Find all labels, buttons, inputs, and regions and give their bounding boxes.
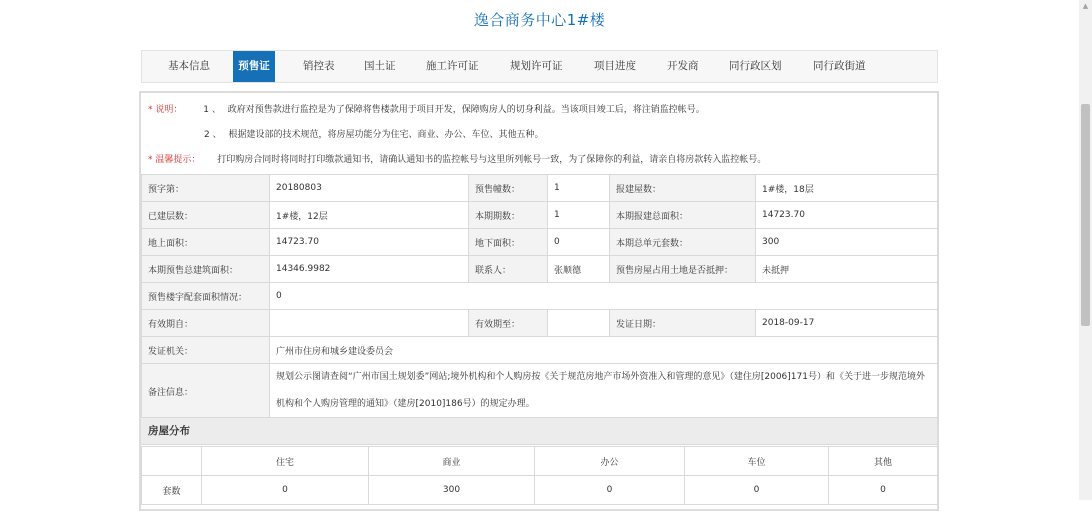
note-number-2: 2 、 (204, 130, 222, 140)
table-row (142, 310, 938, 337)
land-mortgage-label: 预售房屋占用土地是否抵押： (610, 256, 756, 283)
ancillary-area-value: 0 (270, 283, 938, 310)
tab-land-certificate[interactable]: 国土证 (364, 60, 396, 72)
note-text-1: 政府对预售款进行监控是为了保障将售楼款用于项目开发，保障购房人的切身利益。当该项目竣工后，将注销监控帐号。 (227, 105, 705, 115)
table-row (142, 256, 938, 283)
column-header: 住宅 (202, 447, 369, 476)
ancillary-area-label: 预售楼宇配套面积情况： (142, 283, 270, 310)
above-ground-area-label: 地上面积： (142, 229, 270, 256)
tab-same-street[interactable]: 同行政街道 (813, 60, 866, 72)
valid-from-value (270, 310, 469, 337)
presale-buildings-value: 1 (548, 175, 610, 202)
table-row (142, 175, 938, 202)
table-row (142, 364, 938, 419)
presale-no-label: 预字第： (142, 175, 270, 202)
tab-same-district[interactable]: 同行政区划 (729, 60, 782, 72)
tab-basic-info[interactable]: 基本信息 (168, 60, 210, 72)
reported-floors-value: 1#楼，18层 (756, 175, 938, 202)
table-header-row (142, 447, 938, 476)
contact-value: 张顺德 (548, 256, 610, 283)
phase-total-area-label: 本期报建总面积： (610, 202, 756, 229)
built-floors-label: 已建层数： (142, 202, 270, 229)
valid-to-label: 有效期至： (469, 310, 548, 337)
remarks-label: 备注信息： (142, 364, 270, 419)
issue-date-label: 发证日期： (610, 310, 756, 337)
underground-area-value: 0 (548, 229, 610, 256)
tip-text: 打印购房合同时将同时打印缴款通知书，请确认通知书的监控帐号与这里所列帐号一致，为了保障你的利益，请亲自将房款转入监控帐号。 (217, 155, 767, 165)
note-line-2 (148, 124, 543, 146)
built-floors-value: 1#楼，12层 (270, 202, 469, 229)
table-cell: 0 (202, 476, 369, 505)
table-cell: 0 (829, 476, 938, 505)
tab-construction-permit[interactable]: 施工许可证 (426, 60, 479, 72)
vertical-scrollbar[interactable] (1079, 0, 1092, 500)
column-header: 商业 (369, 447, 535, 476)
housing-distribution-title: 房屋分布 (141, 417, 937, 445)
table-cell: 0 (685, 476, 829, 505)
tab-planning-permit[interactable]: 规划许可证 (510, 60, 563, 72)
land-mortgage-value: 未抵押 (756, 256, 938, 283)
presale-no-value: 20180803 (270, 175, 469, 202)
presale-gross-area-label: 本期预售总建筑面积： (142, 256, 270, 283)
authority-value: 广州市住房和城乡建设委员会 (270, 337, 938, 364)
presale-gross-area-value: 14346.9982 (270, 256, 469, 283)
tab-bar (141, 50, 938, 83)
tip-label: * 温馨提示： (148, 155, 201, 165)
column-header: 其他 (829, 447, 938, 476)
scrollbar-thumb[interactable] (1081, 104, 1090, 326)
table-cell: 0 (535, 476, 685, 505)
valid-to-value (548, 310, 610, 337)
issue-date-value: 2018-09-17 (756, 310, 938, 337)
tab-sales-control[interactable]: 销控表 (303, 60, 335, 72)
reported-floors-label: 报建屋数： (610, 175, 756, 202)
presale-permit-panel (139, 91, 939, 511)
above-ground-area-value: 14723.70 (270, 229, 469, 256)
housing-distribution-table (141, 446, 938, 505)
valid-from-label: 有效期自： (142, 310, 270, 337)
table-row (142, 476, 938, 505)
phase-total-area-value: 14723.70 (756, 202, 938, 229)
note-line-1 (148, 99, 705, 121)
column-header (142, 447, 202, 476)
explain-label: * 说明： (148, 105, 183, 115)
table-row (142, 337, 938, 364)
contact-label: 联系人： (469, 256, 548, 283)
tab-presale-permit[interactable]: 预售证 (233, 51, 275, 82)
column-header: 办公 (535, 447, 685, 476)
tab-project-progress[interactable]: 项目进度 (594, 60, 636, 72)
underground-area-label: 地下面积： (469, 229, 548, 256)
scroll-up-arrow-icon[interactable]: ▲ (1082, 2, 1089, 10)
phase-value: 1 (548, 202, 610, 229)
presale-buildings-label: 预售幢数： (469, 175, 548, 202)
table-row (142, 229, 938, 256)
table-cell: 套数 (142, 476, 202, 505)
phase-label: 本期期数： (469, 202, 548, 229)
page-title: 逸合商务中心1#楼 (473, 11, 606, 29)
note-line-tip (148, 149, 766, 171)
remarks-value: 规划公示图请查阅“广州市国土规划委”网站;境外机构和个人购房按《关于规范房地产市场外资准入和管理的意见》（建住房[2006]171号）和《关于进一步规范境外机构和个人购房管理的通知》（建房[2010]186号）的规定办理。 (270, 364, 938, 419)
table-row (142, 202, 938, 229)
table-cell: 300 (369, 476, 535, 505)
phase-units-label: 本期总单元套数： (610, 229, 756, 256)
note-number-1: 1 、 (203, 105, 221, 115)
table-row (142, 283, 938, 310)
tab-developer[interactable]: 开发商 (667, 60, 699, 72)
column-header: 车位 (685, 447, 829, 476)
permit-info-table (141, 174, 938, 419)
phase-units-value: 300 (756, 229, 938, 256)
authority-label: 发证机关： (142, 337, 270, 364)
note-text-2: 根据建设部的技术规范，将房屋功能分为住宅、商业、办公、车位、其他五种。 (228, 130, 544, 140)
